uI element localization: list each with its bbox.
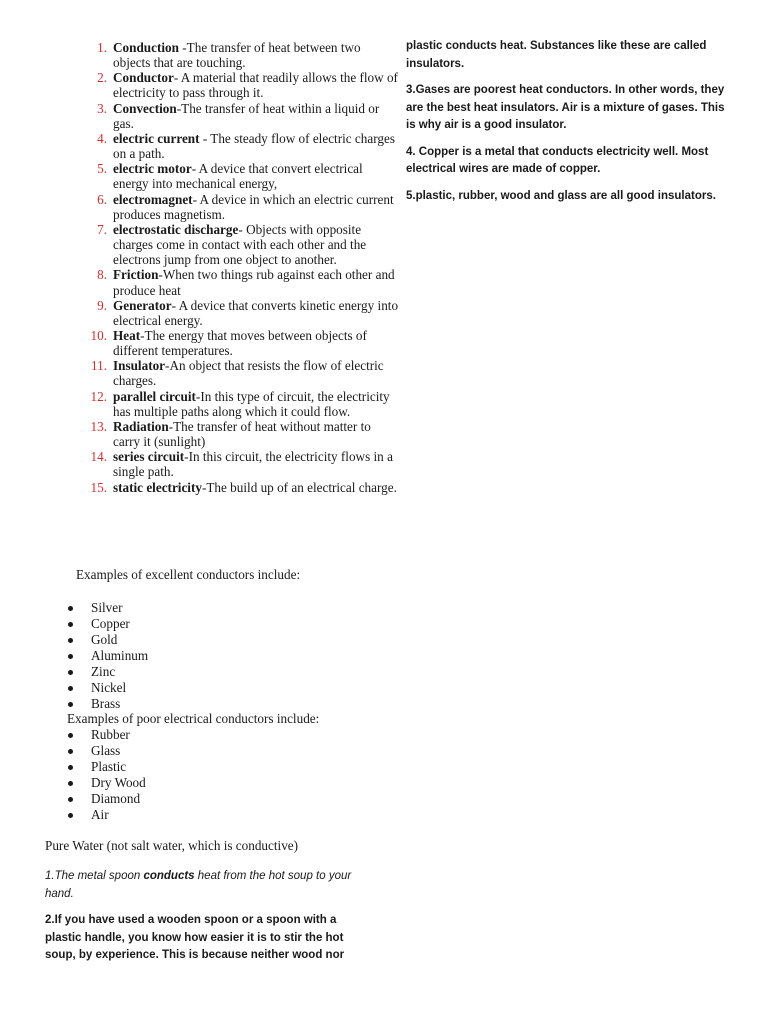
glossary-definition: In this circuit, the electricity flows in a single path. [113, 449, 393, 480]
glossary-number: 11. [91, 358, 107, 374]
right-paragraph: plastic conducts heat. Substances like these are called insulators. [406, 40, 707, 70]
glossary-definition: A device in which an electric current produces magnetism. [113, 191, 394, 222]
glossary-term: electric current [113, 130, 200, 146]
list-item-text: Plastic [91, 759, 127, 774]
glossary-separator: - [171, 297, 179, 313]
bullet-icon [68, 686, 73, 691]
glossary-separator: - [184, 449, 189, 465]
list-item-text: Zinc [91, 664, 116, 679]
glossary-term: parallel circuit [113, 388, 196, 404]
right-paragraph: 5.plastic, rubber, wood and glass are all good insulators. [406, 189, 716, 202]
glossary-item [0, 449, 400, 479]
list-item-text: Copper [91, 616, 130, 631]
good-conductors-heading: Examples of excellent conductors include: [76, 567, 301, 582]
list-item-text: Diamond [91, 791, 141, 806]
glossary-number: 1. [97, 40, 107, 55]
glossary-definition: A device that convert electrical energy into mechanical energy, [113, 161, 363, 192]
list-item-text: Air [91, 807, 109, 822]
pure-water-note: Pure Water (not salt water, which is conductive) [45, 838, 299, 853]
glossary-list [0, 40, 400, 495]
glossary-definition: The transfer of heat between two objects that are touching. [113, 40, 361, 71]
glossary-term: static electricity [113, 479, 202, 495]
glossary-definition: Objects with opposite charges come in contact with each other and the electrons jump from one object to another. [113, 221, 367, 268]
glossary-separator: - [195, 388, 201, 404]
glossary-number: 3. [97, 100, 107, 116]
glossary-number: 7. [97, 221, 107, 237]
glossary-item [0, 389, 400, 419]
poor-conductors-heading: Examples of poor electrical conductors include: [67, 711, 320, 726]
note-metal-spoon [45, 868, 365, 903]
note-wooden-spoon: 2.If you have used a wooden spoon or a spoon with a plastic handle, you know how easier it is to stir the hot soup, by experience. This is because neither wood nor [45, 914, 345, 961]
list-item-text: Nickel [91, 680, 127, 695]
glossary-term: series circuit [113, 449, 185, 465]
list-item-text: Glass [91, 743, 121, 758]
glossary-item [0, 419, 400, 449]
glossary-item [0, 40, 400, 70]
glossary-number: 5. [97, 161, 107, 177]
glossary-term: Radiation [113, 418, 169, 434]
list-item-text: Silver [91, 600, 123, 615]
list-item [0, 775, 300, 791]
glossary-definition: The steady flow of electric charges on a path. [113, 130, 395, 162]
glossary-number: 4. [97, 130, 107, 146]
glossary-number: 12. [90, 388, 107, 404]
bullet-icon [68, 797, 73, 802]
note1-text-pre: 1.The metal spoon [45, 870, 144, 882]
glossary-term: Generator [113, 297, 172, 313]
bullet-icon [68, 606, 73, 611]
glossary-separator: - [173, 70, 181, 86]
glossary-separator: - [168, 418, 174, 434]
bullet-icon [68, 749, 73, 754]
glossary-item [0, 328, 400, 358]
list-item-text: Brass [91, 696, 121, 711]
glossary-separator: - [178, 40, 187, 55]
list-item-text: Gold [91, 632, 118, 647]
bullet-icon [68, 702, 73, 707]
glossary-definition: The build up of an electrical charge. [206, 479, 397, 495]
list-item-text: Dry Wood [91, 775, 146, 790]
glossary-definition: When two things rub against each other and produce heat [113, 267, 395, 298]
glossary-definition: An object that resists the flow of electric charges. [113, 358, 384, 389]
glossary-number: 14. [90, 449, 107, 465]
note1-text-post: heat from the hot soup to your hand. [45, 870, 352, 900]
glossary-item [0, 161, 400, 191]
glossary-item [0, 192, 400, 222]
bullet-icon [68, 670, 73, 675]
list-item [0, 648, 300, 664]
right-paragraph: 4. Copper is a metal that conducts electricity well. Most electrical wires are made of copper. [406, 145, 709, 175]
glossary-item [0, 131, 400, 161]
glossary-number: 13. [90, 418, 107, 434]
glossary-definition: A device that converts kinetic energy into electrical energy. [113, 297, 399, 328]
list-item [0, 696, 300, 712]
glossary-separator: - [238, 221, 247, 237]
glossary-term: Convection [113, 100, 177, 116]
bullet-icon [68, 765, 73, 770]
glossary-separator: - [201, 479, 207, 495]
glossary-definition: A material that readily allows the flow of electricity to pass through it. [113, 70, 398, 101]
glossary-item [0, 222, 400, 267]
list-item-text: Aluminum [91, 648, 149, 663]
bullet-icon [68, 813, 73, 818]
list-item [0, 664, 300, 680]
glossary-item [0, 298, 400, 328]
list-item [0, 632, 300, 648]
glossary-item [0, 267, 400, 297]
glossary-item [0, 358, 400, 388]
glossary-term: Conductor [113, 70, 174, 86]
glossary-separator: - [140, 327, 145, 343]
right-column [406, 38, 736, 214]
glossary-definition: The transfer of heat within a liquid or gas. [113, 100, 380, 131]
glossary-term: electric motor [113, 161, 192, 177]
glossary-separator: - [192, 191, 200, 207]
bullet-icon [68, 654, 73, 659]
glossary-term: Friction [113, 267, 159, 283]
glossary-number: 10. [90, 327, 107, 343]
glossary-number: 9. [97, 297, 107, 313]
list-item [0, 759, 300, 775]
glossary-term: electrostatic discharge [113, 221, 239, 237]
list-item [0, 727, 300, 743]
glossary-number: 2. [97, 70, 107, 86]
glossary-separator: - [176, 100, 182, 116]
glossary-separator: - [158, 267, 163, 283]
bullet-icon [68, 733, 73, 738]
glossary-term: Insulator [113, 358, 166, 374]
bullet-icon [68, 622, 73, 627]
list-item [0, 600, 300, 616]
glossary-item [0, 101, 400, 131]
note1-text-bold: conducts [143, 870, 195, 882]
glossary-number: 8. [97, 267, 107, 283]
glossary-definition: The energy that moves between objects of different temperatures. [113, 327, 367, 359]
good-conductors-list [0, 600, 300, 712]
glossary-item [0, 480, 400, 495]
glossary-number: 6. [97, 191, 107, 207]
glossary-separator: - [199, 130, 211, 146]
list-item [0, 791, 300, 807]
glossary-separator: - [165, 358, 170, 374]
glossary-number: 15. [90, 479, 107, 495]
list-item [0, 616, 300, 632]
glossary-term: Conduction [113, 40, 179, 55]
glossary-definition: The transfer of heat without matter to carry it (sunlight) [113, 418, 371, 450]
glossary-term: Heat [113, 327, 141, 343]
glossary-item [0, 70, 400, 100]
glossary-term: electromagnet [113, 191, 193, 207]
glossary-definition: In this type of circuit, the electricity has multiple paths along which it could flow. [113, 388, 390, 419]
bullet-icon [68, 781, 73, 786]
glossary-separator: - [191, 161, 199, 177]
list-item-text: Rubber [91, 727, 130, 742]
list-item [0, 743, 300, 759]
list-item [0, 680, 300, 696]
right-paragraph: 3.Gases are poorest heat conductors. In other words, they are the best heat insulators. Air is a mixture of gases. This is why air is a good insulator. [406, 84, 725, 131]
list-item [0, 807, 300, 823]
bullet-icon [68, 638, 73, 643]
poor-conductors-list [0, 727, 300, 823]
